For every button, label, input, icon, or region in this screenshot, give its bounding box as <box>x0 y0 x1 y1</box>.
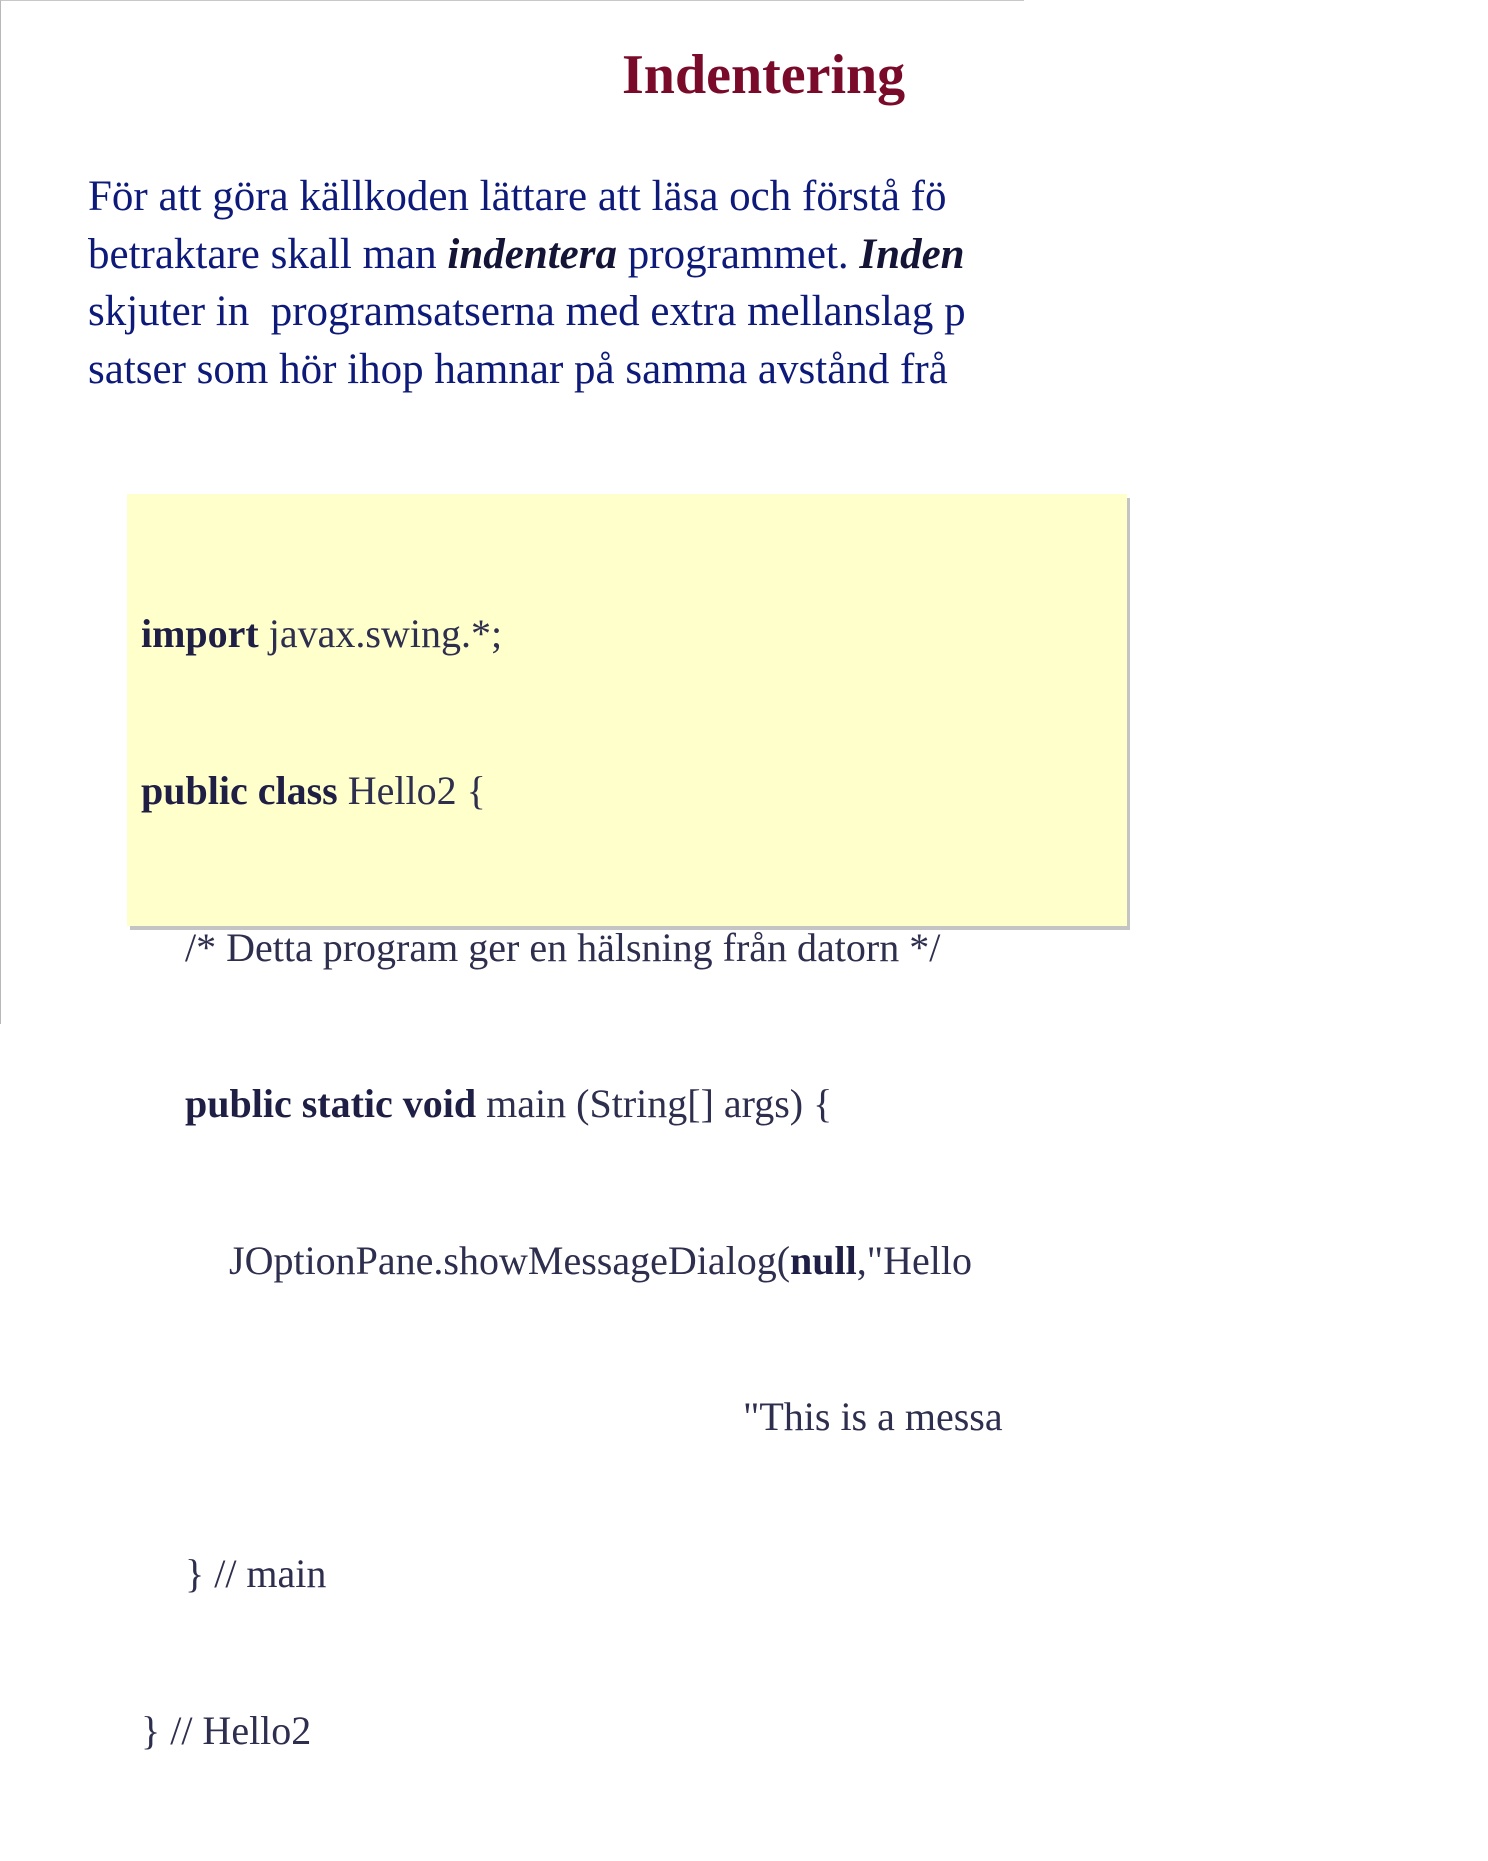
paragraph-line-2-middle: programmet. <box>617 230 860 278</box>
class-declaration: Hello2 { <box>337 768 486 814</box>
dialog-args: ,"Hello <box>856 1237 972 1283</box>
keyword-public-class: public class <box>141 768 338 814</box>
import-statement: javax.swing.*; <box>258 611 503 657</box>
code-line-comment: /* Detta program ger en hälsning från datorn */ <box>185 924 941 970</box>
code-example-box <box>127 494 1127 1753</box>
code-line-class <box>141 765 1003 817</box>
paragraph-line-3: skjuter in programsatserna med extra mellanslag p <box>88 288 966 335</box>
main-signature: main (String[] args) { <box>476 1081 833 1127</box>
keyword-null: null <box>790 1237 857 1283</box>
dialog-call: JOptionPane.showMessageDialog( <box>229 1237 791 1283</box>
emphasis-indentera: indentera <box>447 230 618 278</box>
body-paragraph <box>88 168 1488 398</box>
keyword-import: import <box>141 611 259 657</box>
code-block <box>141 504 1003 1861</box>
code-line-dialog <box>141 1235 1003 1287</box>
code-line-message: "This is a messa <box>743 1394 1003 1440</box>
code-line-import <box>141 608 1003 660</box>
paragraph-line-4: satser som hör ihop hamnar på samma avstånd frå <box>88 345 948 393</box>
paragraph-line-1: För att göra källkoden lättare att läsa och förstå fö <box>88 173 947 220</box>
slide-title: Indentering <box>622 44 906 106</box>
code-line-main-close: } // main <box>185 1551 327 1597</box>
code-line-main <box>141 1078 1003 1130</box>
code-line-class-close: } // Hello2 <box>141 1707 312 1753</box>
paragraph-line-2-start: betraktare skall man <box>88 230 448 278</box>
emphasis-inden: Inden <box>859 230 965 278</box>
paragraph-line-2 <box>88 226 1488 284</box>
keyword-public-static-void: public static void <box>185 1081 477 1127</box>
